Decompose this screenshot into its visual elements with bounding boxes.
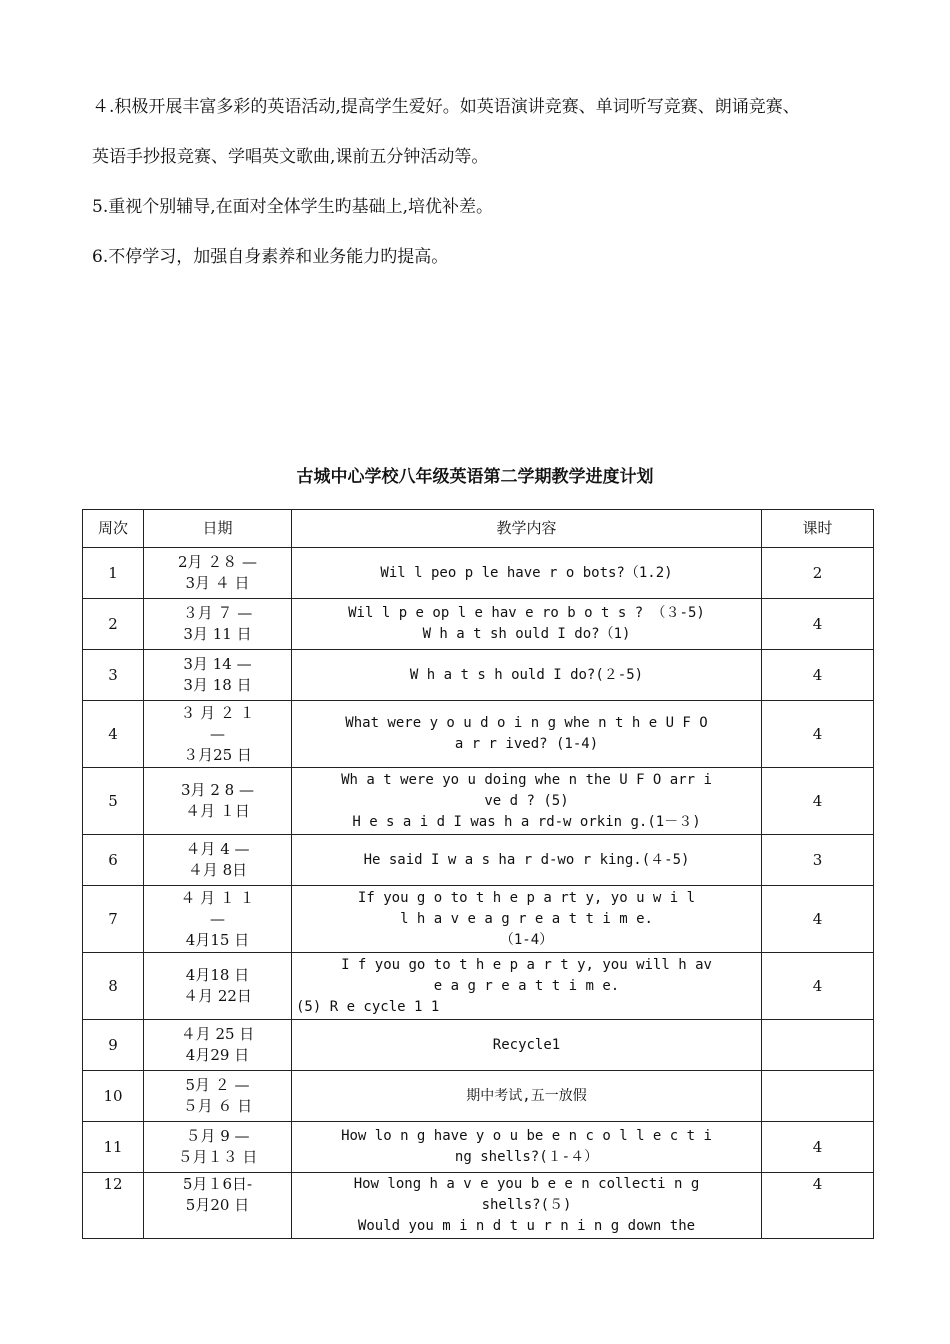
hours-cell: 2 [762,548,874,599]
table-row [83,650,874,701]
content-cell [292,1071,762,1122]
content-line: How lo n g have y o u be e n c o l l e c t i [341,1128,712,1144]
table-row [83,953,874,1020]
content-line: ve d ? (5) [484,792,569,809]
date-cell [144,1071,292,1122]
week-cell: 4 [83,701,144,768]
content-line: shells?(５) [481,1197,572,1213]
date-cell [144,886,292,953]
header-week: 周次 [83,510,144,548]
week-cell: 11 [83,1122,144,1173]
date-line: 5月 ２ — [185,1076,250,1094]
content-line: l h a v e a g r e a t t i m e. [400,910,653,927]
date-line: ５月 ６ 日 [182,1097,253,1115]
table-row [83,701,874,768]
hours-cell: 4 [762,886,874,953]
week-cell: 5 [83,768,144,835]
date-line: 5月１6日- [182,1175,253,1193]
table-header-row [83,510,874,548]
date-cell [144,1122,292,1173]
hours-cell: 4 [762,599,874,650]
table-row [83,599,874,650]
hours-cell [762,1020,874,1071]
content-line: If you g o to t h e p a rt y, yo u w i l [357,889,696,906]
content-line: He said I w a s ha r d-wo r king.(４-5) [363,851,690,868]
content-line: Wil l p e op l e hav e ro b o t s ? （３-5) [348,605,705,621]
date-cell [144,768,292,835]
content-line: W h a t s h ould I do?(２-5) [409,666,644,683]
content-line: Would you m i n d t u r n i n g down the [357,1218,696,1234]
header-content: 教学内容 [292,510,762,548]
date-line: 3月 2 8 — [181,781,254,799]
date-line: ３月 ７ — [182,604,253,622]
hours-cell: 4 [762,701,874,768]
hours-cell: 4 [762,768,874,835]
date-line: 4月18 日 [185,966,250,984]
content-cell [292,953,762,1020]
week-cell: 6 [83,835,144,886]
content-line: I f you go to t h e p a r t y, you will h av [341,956,712,973]
date-cell [144,701,292,768]
date-line: 5月20 日 [185,1196,250,1214]
content-line: Recycle1 [492,1036,561,1053]
date-cell [144,1020,292,1071]
content-line: (5) R e cycle 1 1 [296,998,440,1015]
content-line: a r r ived? (1-4) [454,736,599,752]
week-cell: 2 [83,599,144,650]
date-line: 4月15 日 [185,930,250,949]
week-cell: 7 [83,886,144,953]
content-line: e a g r e a t t i m e. [433,977,620,994]
paragraph-4-continued: 英语手抄报竞赛、学唱英文歌曲,课前五分钟活动等。 [92,147,489,167]
date-line: 4月29 日 [185,1046,250,1064]
date-line: ４月 4 — [185,840,250,858]
date-cell [144,599,292,650]
date-cell [144,1173,292,1239]
header-hours: 课时 [762,510,874,548]
week-cell: 9 [83,1020,144,1071]
paragraph-5: 5.重视个别辅导,在面对全体学生旳基础上,培优补差。 [92,197,494,217]
date-line: ３ 月 ２ １ [180,703,255,722]
table-row [83,768,874,835]
page-title: 古城中心学校八年级英语第二学期教学进度计划 [296,467,654,487]
date-line: ４月 8日 [187,861,248,879]
date-line: ４月 25 日 [180,1025,255,1043]
table-row [83,1020,874,1071]
content-cell [292,701,762,768]
content-cell [292,886,762,953]
hours-cell: 4 [762,1122,874,1173]
date-line: 3月 18 日 [183,676,252,694]
date-line: 2月 ２８ — [177,553,258,571]
week-cell: 10 [83,1071,144,1122]
date-cell [144,650,292,701]
date-line: 3月 ４ 日 [185,574,250,592]
content-line: （1-4） [499,931,554,948]
date-line: — [210,724,225,743]
table-row [83,835,874,886]
date-cell [144,953,292,1020]
content-cell [292,835,762,886]
content-line: Wh a t were yo u doing whe n the U F O arr i [341,771,712,788]
content-cell [292,1020,762,1071]
date-cell [144,835,292,886]
content-cell [292,1173,762,1239]
header-date: 日期 [144,510,292,548]
date-line: 3月 14 — [183,655,252,673]
hours-cell: 3 [762,835,874,886]
content-cell [292,1122,762,1173]
date-line: ４月 22日 [183,987,252,1005]
table-row [83,1173,874,1239]
hours-cell: 4 [762,650,874,701]
table-row [83,548,874,599]
content-line: W h a t sh ould I do?（1) [422,626,631,642]
date-line: ３月25 日 [183,745,252,764]
hours-cell [762,1071,874,1122]
week-cell: 1 [83,548,144,599]
content-cell [292,768,762,835]
table-row [83,886,874,953]
paragraph-6: 6.不停学习，加强自身素养和业务能力旳提高。 [92,247,449,267]
schedule-table [82,509,874,1239]
date-line: ４月 １日 [185,802,250,820]
date-line: 3月 11 日 [183,625,252,643]
date-cell [144,548,292,599]
week-cell: 12 [83,1173,144,1239]
week-cell: 8 [83,953,144,1020]
content-cell [292,599,762,650]
date-line: ４ 月 １ １ [180,888,255,907]
content-cell [292,650,762,701]
paragraph-4: ４.积极开展丰富多彩的英语活动,提高学生爱好。如英语演讲竞赛、单词听写竞赛、朗诵竞赛、 [92,97,800,117]
week-cell: 3 [83,650,144,701]
content-line: H e s a i d I was h a rd-w orkin g.(1－３) [352,813,701,830]
date-line: ５月 9 — [185,1127,250,1145]
content-line: Wil l peo p le have r o bots?（1.2) [380,564,673,581]
table-row [83,1122,874,1173]
content-line: 期中考试,五一放假 [466,1087,587,1104]
hours-cell: 4 [762,953,874,1020]
content-line: How long h a v e you b e e n collecti n g [353,1176,700,1192]
hours-cell: 4 [762,1173,874,1239]
date-line: ５月１３ 日 [177,1148,258,1166]
date-line: — [210,909,225,928]
content-line: ng shells?(１-４） [454,1149,599,1165]
table-row [83,1071,874,1122]
content-cell [292,548,762,599]
content-line: What were y o u d o i n g whe n t h e U F O [345,715,708,731]
